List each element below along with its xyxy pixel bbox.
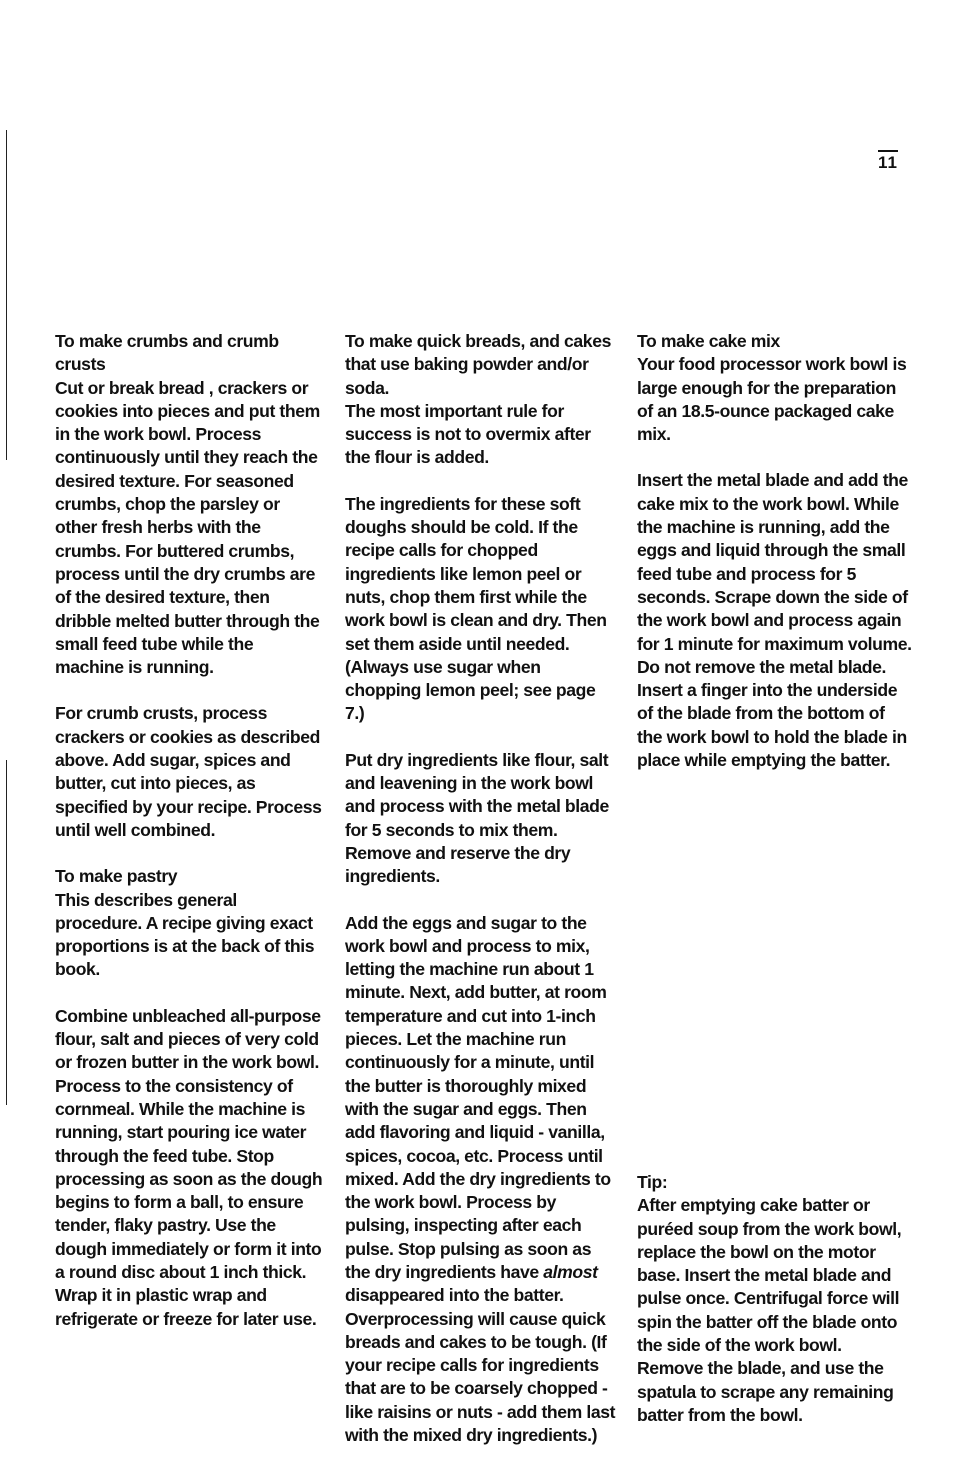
paragraph: The most important rule for success is not to overmix after the flour is added. — [345, 400, 591, 468]
tip-box — [637, 1171, 912, 1427]
paragraph: Cut or break bread , crackers or cookies into pieces and put them in the work bowl. Process continuously until they reach the desired texture. For seasoned crumbs, chop the parsley or other fresh herbs with the crumbs. For buttered crumbs, process until the dry crumbs are of the desired texture, then dribble melted butter through the small feed tube while the machine is running. — [55, 377, 320, 678]
column-middle — [345, 330, 617, 1447]
paragraph: Combine unbleached all-purpose flour, salt and pieces of very cold or frozen butter in the work bowl. Process to the consistency of cornmeal. While the machine is running, start pouring ice water through the feed tube. Stop processing as soon as the dough begins to form a ball, to ensure tender, flaky pastry. Use the dough immediately or form it into a round disc about 1 inch thick. Wrap it in plastic wrap and refrigerate or freeze for later use. — [55, 1005, 323, 1329]
scan-edge-line-bottom — [6, 760, 7, 1105]
scan-edge-line-top — [6, 130, 7, 460]
column-right — [637, 330, 912, 772]
paragraph: Your food processor work bowl is large enough for the preparation of an 18.5-ounce packaged cake mix. — [637, 354, 907, 445]
section-heading-pastry: To make pastry — [55, 866, 178, 887]
section-heading-crumbs: To make crumbs and crumb crusts — [55, 331, 279, 375]
section-pastry — [55, 865, 325, 1331]
tip-heading: Tip: — [637, 1172, 668, 1192]
section-crumbs — [55, 330, 325, 842]
paragraph-text: disappeared into the batter. Overprocessing will cause quick breads and cakes to be tough. (If your recipe calls for ingredients that are to be coarsely chopped - like raisins or nuts - add them last with the mixed dry ingredients.) — [345, 1285, 616, 1446]
paragraph — [345, 912, 617, 1448]
paragraph: This describes general procedure. A recipe giving exact proportions is at the back of this book. — [55, 889, 315, 980]
tip-body: After emptying cake batter or puréed soup from the work bowl, replace the bowl on the motor base. Insert the metal blade and pulse once. Centrifugal force will spin the batter off the blade onto the side of the work bowl. Remove the blade, and use the spatula to scrape any remaining batter from the bowl. — [637, 1195, 902, 1425]
paragraph: The ingredients for these soft doughs should be cold. If the recipe calls for chopped ingredients like lemon peel or nuts, chop them first while the work bowl is clean and dry. Then set them aside until needed. (Always use sugar when chopping lemon peel; see page 7.) — [345, 493, 607, 724]
paragraph: Insert the metal blade and add the cake mix to the work bowl. While the machine is running, add the eggs and liquid through the small feed tube and process for 5 seconds. Scrape down the side of the work bowl and process again for 1 minute for maximum volume. Do not remove the metal blade. Insert a finger into the underside of the blade from the bottom of the work bowl to hold the blade in place while emptying the batter. — [637, 470, 912, 771]
column-left — [55, 330, 325, 1331]
emphasis-text: almost — [543, 1261, 598, 1282]
paragraph-text: Add the eggs and sugar to the work bowl and process to mix, letting the machine run about 1 minute. Next, add butter, at room temperature and cut into 1-inch pieces. Let the machine run continuously for a minute, until the butter is thoroughly mixed with the sugar and eggs. Then add flavoring and liquid - vanilla, spices, cocoa, etc. Process until mixed. Add the dry ingredients to the work bowl. Process by pulsing, inspecting after each pulse. Stop pulsing as soon as the dry ingredients have — [345, 912, 611, 1282]
paragraph: Put dry ingredients like flour, salt and leavening in the work bowl and process with the metal blade for 5 seconds to mix them. Remove and reserve the dry ingredients. — [345, 749, 609, 887]
page-number: 11 — [878, 150, 898, 173]
paragraph: For crumb crusts, process crackers or cookies as described above. Add sugar, spices and butter, cut into pieces, as specified by your recipe. Process until well combined. — [55, 703, 322, 840]
section-heading-quick-breads: To make quick breads, and cakes that use baking powder and/or soda. — [345, 331, 611, 398]
section-heading-cake-mix: To make cake mix — [637, 331, 780, 351]
